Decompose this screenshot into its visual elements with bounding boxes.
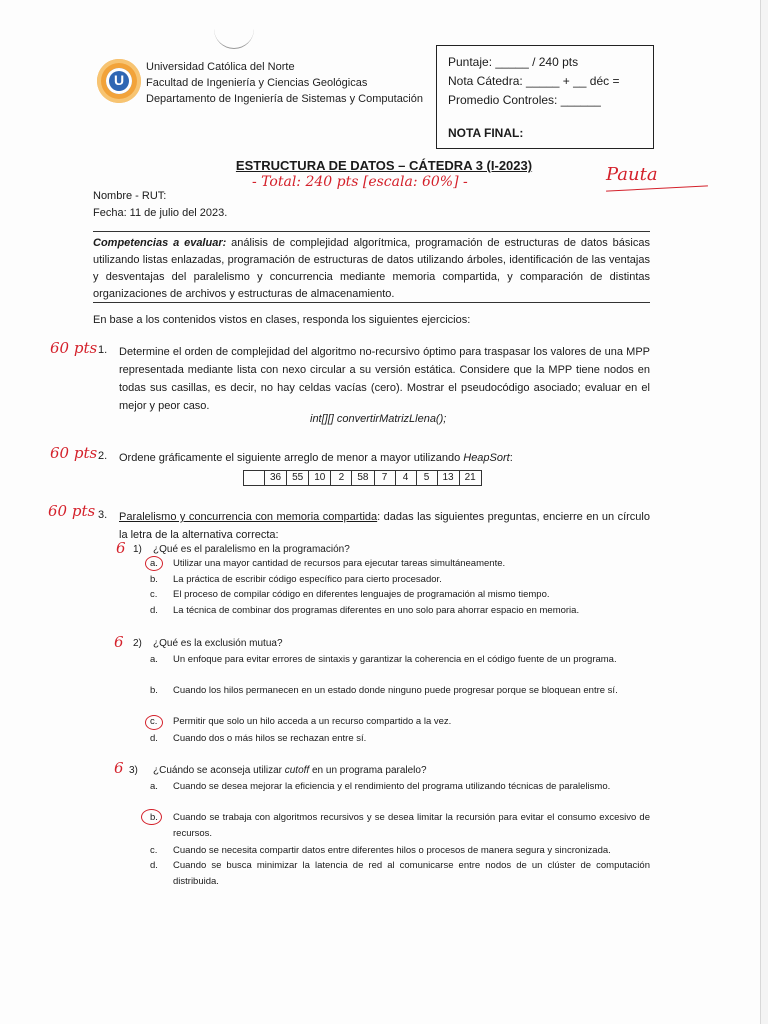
fecha-label: Fecha: 11 de julio del 2023. xyxy=(93,207,228,219)
array-cell: 4 xyxy=(396,471,417,485)
option-text: Cuando se trabaja con algoritmos recursivos y se desea limitar la recursión para evitar el consumo excesivo de recursos. xyxy=(173,812,650,839)
array-cell: 13 xyxy=(438,471,460,485)
q2-text xyxy=(119,449,513,467)
nombre-rut-label: Nombre - RUT: xyxy=(93,190,167,202)
q2-number: 2. xyxy=(98,450,108,462)
sub3-question-cutoff: cutoff xyxy=(284,765,310,776)
option-text: Un enfoque para evitar errores de sintaxis y garantizar la coherencia en el código fuente de un programa. xyxy=(173,654,617,665)
array-cell: 5 xyxy=(417,471,438,485)
exam-title-text: ESTRUCTURA DE DATOS – CÁTEDRA 3 (I-2023) xyxy=(235,158,533,173)
q3-points: 60 pts xyxy=(48,502,96,520)
paper-fold-mark xyxy=(214,20,254,49)
option-text: Cuando los hilos permanecen en un estado donde ninguno puede progresar porque se bloquean entre sí. xyxy=(173,685,618,696)
q3-instructions: : dadas las siguientes preguntas, encierre en un círculo la letra de la alternativa correcta: xyxy=(119,511,650,541)
institution-header xyxy=(146,59,423,107)
competencias-text: análisis de complejidad algorítmica, programación de estructuras de datos básicas utilizando listas enlazadas, programación de estructuras de datos utilizando árboles, identificación de las ventajas y desventajas del paralelismo y concurrencia mediante memoria compartida, y comparación de distintas organizaciones de archivos y estructuras de almacenamiento. xyxy=(93,237,650,300)
instructions: En base a los contenidos vistos en clases, responda los siguientes ejercicios: xyxy=(93,314,471,326)
sub2-question: ¿Qué es la exclusión mutua? xyxy=(153,638,283,649)
department-name: Departamento de Ingeniería de Sistemas y Computación xyxy=(146,93,423,105)
option-text: Cuando se desea mejorar la eficiencia y el rendimiento del programa utilizando técnicas de paralelismo. xyxy=(173,781,611,792)
option-letter[interactable]: c. xyxy=(150,716,158,727)
sub3-answer-circle xyxy=(141,809,162,825)
sub3-score: 6 xyxy=(114,759,124,777)
sub1-answer-circle xyxy=(145,556,163,571)
option-letter[interactable]: d. xyxy=(150,860,158,871)
array-cell: 10 xyxy=(309,471,331,485)
handwritten-pauta: Pauta xyxy=(606,164,658,185)
sub3-question-a: ¿Cuándo se aconseja utilizar xyxy=(153,765,285,776)
array-cell: 36 xyxy=(265,471,287,485)
q2-text-a: Ordene gráficamente el siguiente arreglo de menor a mayor utilizando xyxy=(119,452,464,464)
page-edge xyxy=(760,0,768,1024)
array-cell: 7 xyxy=(375,471,396,485)
university-logo-icon xyxy=(97,59,141,103)
option-letter[interactable]: c. xyxy=(150,589,158,600)
sub3-question-c: en un programa paralelo? xyxy=(309,765,427,776)
q3-number: 3. xyxy=(98,509,108,521)
option-letter[interactable]: b. xyxy=(150,574,158,585)
heap-array xyxy=(243,470,482,486)
option-letter[interactable]: b. xyxy=(150,812,158,823)
score-box xyxy=(436,45,654,149)
competencias-label: Competencias a evaluar: xyxy=(93,237,227,249)
option-letter[interactable]: b. xyxy=(150,685,158,696)
sub2-number: 2) xyxy=(133,638,142,649)
student-meta xyxy=(93,188,227,222)
logo-letter: U xyxy=(113,72,125,88)
option-letter[interactable]: a. xyxy=(150,654,158,665)
option-letter[interactable]: a. xyxy=(150,558,158,569)
score-nota-final: NOTA FINAL: xyxy=(448,126,524,140)
option-letter[interactable]: c. xyxy=(150,845,158,856)
sub1-number: 1) xyxy=(133,544,142,555)
handwritten-total: - Total: 240 pts [escala: 60%] - xyxy=(252,174,468,190)
q2-points: 60 pts xyxy=(50,444,98,462)
sub1-question: ¿Qué es el paralelismo en la programación? xyxy=(153,544,350,555)
sub3-number: 3) xyxy=(129,765,138,776)
array-cell: 55 xyxy=(287,471,309,485)
option-text: La práctica de escribir código específico para cierto procesador. xyxy=(173,574,442,585)
option-letter[interactable]: d. xyxy=(150,605,158,616)
competencias-block xyxy=(93,235,650,303)
q1-number: 1. xyxy=(98,344,108,356)
array-cell: 58 xyxy=(352,471,374,485)
option-text: La técnica de combinar dos programas diferentes en uno solo para ahorrar espacio en memoria. xyxy=(173,605,580,616)
sub2-score: 6 xyxy=(114,633,124,651)
divider-top xyxy=(93,231,650,232)
q1-points: 60 pts xyxy=(50,339,98,357)
score-nota-catedra: Nota Cátedra: _____ + __ déc = xyxy=(448,74,620,88)
option-text: Permitir que solo un hilo acceda a un recurso compartido a la vez. xyxy=(173,716,452,727)
option-text: Cuando dos o más hilos se rechazan entre sí. xyxy=(173,733,367,744)
sub1-score: 6 xyxy=(116,539,126,557)
option-text: Cuando se busca minimizar la latencia de red al comunicarse entre nodos de un clúster de computación distribuida. xyxy=(173,860,650,887)
university-name: Universidad Católica del Norte xyxy=(146,61,295,73)
q2-text-colon: : xyxy=(509,452,513,464)
q1-text: Determine el orden de complejidad del algoritmo no-recursivo óptimo para traspasar los valores de una MPP representada mediante lista con nexo circular a su versión estática. Considere que la MPP tiene nodos en todas sus casillas, es decir, no hay celdas vacías (cero). Mostrar el pseudocódigo asociado; evaluar en el mejor y peor caso. xyxy=(119,346,650,412)
option-text: Cuando se necesita compartir datos entre diferentes hilos o procesos de manera segura y sincronizada. xyxy=(173,845,611,856)
option-text: Utilizar una mayor cantidad de recursos para ejecutar tareas simultáneamente. xyxy=(173,558,506,569)
q3-title: Paralelismo y concurrencia con memoria compartida xyxy=(119,511,378,523)
score-puntaje: Puntaje: _____ / 240 pts xyxy=(448,55,579,69)
q3-text xyxy=(119,508,650,544)
divider-bottom xyxy=(93,302,650,303)
array-cell: 21 xyxy=(464,472,476,483)
q2-text-heapsort: HeapSort xyxy=(463,452,510,464)
option-text: El proceso de compilar código en diferentes lenguajes de programación al mismo tiempo. xyxy=(173,589,550,600)
option-letter[interactable]: d. xyxy=(150,733,158,744)
pauta-underline xyxy=(606,185,708,191)
score-promedio: Promedio Controles: ______ xyxy=(448,93,601,107)
option-letter[interactable]: a. xyxy=(150,781,158,792)
sub3-question xyxy=(153,763,427,778)
array-cell xyxy=(244,471,265,485)
sub2-answer-circle xyxy=(145,715,163,730)
faculty-name: Facultad de Ingeniería y Ciencias Geológicas xyxy=(146,77,368,89)
q1-function-signature: int[][] convertirMatrizLlena(); xyxy=(310,413,447,425)
array-cell: 2 xyxy=(331,471,352,485)
